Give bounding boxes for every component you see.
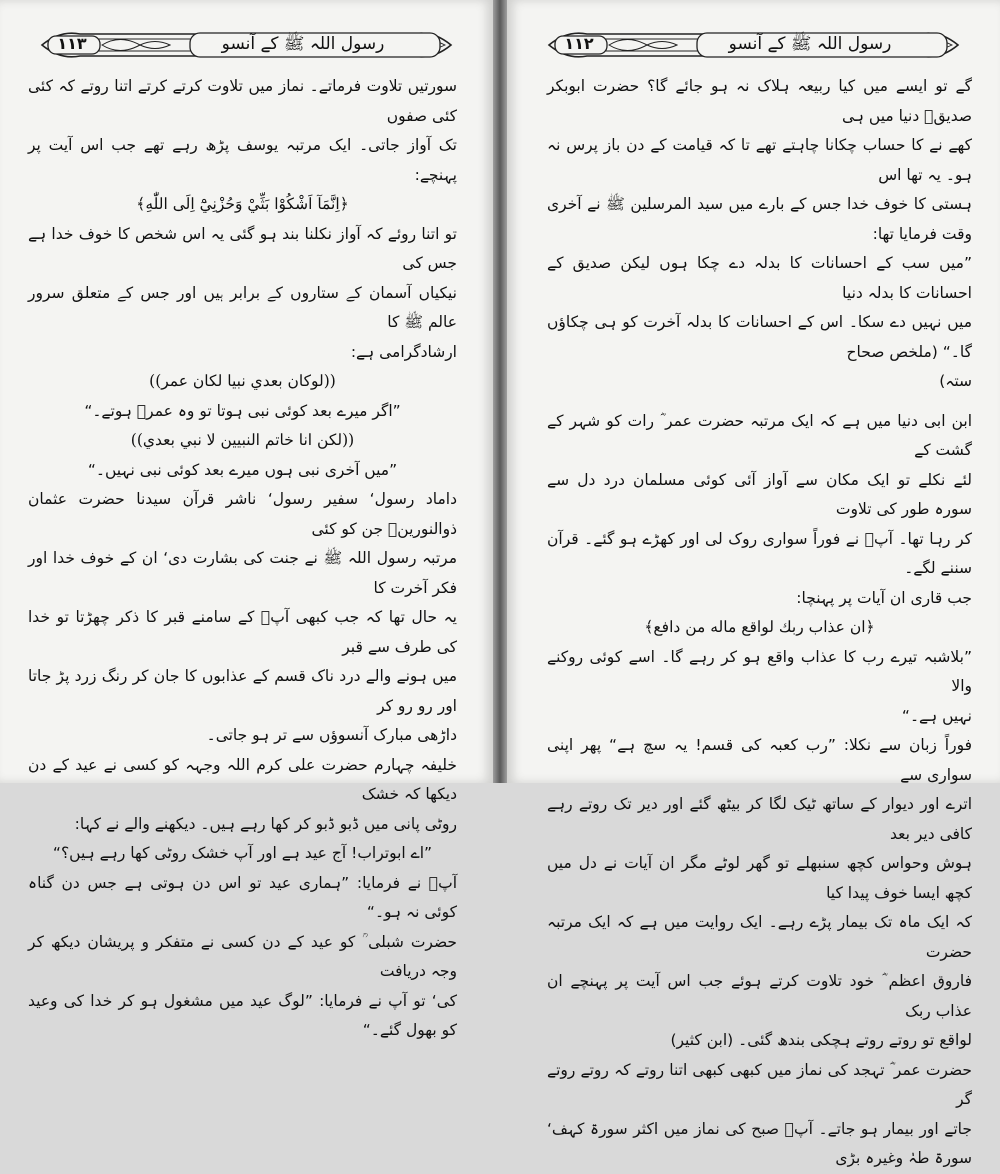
left-page: [0, 0, 493, 1039]
text-line: ارشادگرامی ہے:: [350, 342, 457, 361]
text-line: فوراً زبان سے نکلا: ”رب کعبہ کی قسم! یہ سچ ہے“ پھر اپنی سواری سے: [547, 736, 972, 784]
text-line: نیکیاں آسمان کے ستاروں کے برابر ہیں اور جس کے متعلق سرور عالم ﷺ کا: [28, 283, 457, 331]
text-line: حضرت عمر ؓ تہجد کی نماز میں کبھی کبھی اتنا روتے کہ روتے روتے گر: [547, 1060, 972, 1108]
hadith-translation: ”میں آخری نبی ہوں میرے بعد کوئی نبی نہیں۔“: [87, 460, 398, 479]
text-line: میں ہونے والے درد ناک قسم کے عذابوں کا جان کر رنگ زرد پڑ جاتا اور رو رو کر: [28, 667, 457, 715]
text-line: یہ حال تھا کہ جب کبھی آپؓ کے سامنے قبر کا ذکر چھڑتا تو خدا کی طرف سے قبر: [28, 608, 457, 656]
text-line: داڑھی مبارک آنسوؤں سے تر ہو جاتی۔: [206, 726, 457, 744]
text-line: خلیفہ چہارم حضرت علی کرم اللہ وجہہ کو کسی نے عید کے دن دیکھا کہ خشک: [28, 755, 457, 803]
text-line: سورتیں تلاوت فرماتے۔ نماز میں تلاوت کرتے کرتے اتنا روتے کہ کئی کئی صفوں: [28, 77, 457, 125]
book-gutter: [493, 0, 507, 783]
text-line: ہستی کا خوف خدا جس کے بارے میں سید المرسلین ﷺ نے آخری وقت فرمایا تھا:: [547, 195, 972, 243]
text-line: جاتے اور بیمار ہو جاتے۔ آپؓ صبح کی نماز میں اکثر سورۃ کہف‘ سورۃ طہٰ وغیرہ بڑی: [547, 1119, 972, 1167]
text-line: روٹی پانی میں ڈبو ڈبو کر کھا رہے ہیں۔ دیکھنے والے نے کہا:: [74, 814, 457, 833]
quran-verse: ﴿اِنَّمَآ اَشْكُوْا بَثِّيْ وَحُزْنِيْٓ اِلَى اللّٰهِ﴾: [136, 195, 349, 213]
text-line: ”میں سب کے احسانات کا بدلہ دے چکا ہوں لیکن صدیق کے احسانات کا بدلہ دنیا: [547, 254, 972, 302]
text-line: حضرت شبلی ؒ کو عید کے دن کسی نے متفکر و پریشان دیکھ کر وجہ دریافت: [28, 932, 457, 980]
text-line: لواقع تو روتے روتے ہچکی بندھ گئی۔ (ابن کثیر): [670, 1031, 972, 1049]
right-page: [507, 0, 1000, 1167]
text-line: تو اتنا روئے کہ آواز نکلنا بند ہو گئی یہ اس شخص کا خوف خدا ہے جس کی: [28, 224, 457, 272]
right-page-header: [547, 28, 960, 62]
text-line: کر رہا تھا۔ آپؓ نے فوراً سواری روک لی اور کھڑے ہو گئے۔ قرآن سننے لگے۔: [547, 529, 972, 577]
text-line: میں نہیں دے سکا۔ اس کے احسانات کا بدلہ آخرت کو ہی چکاؤں گا۔“ (ملخص صحاح: [547, 313, 972, 361]
text-line: نہیں ہے۔“: [901, 706, 972, 725]
text-line: کھے نے کا حساب چکانا چاہتے تھے تا کہ قیامت کے دن باز پرس نہ ہو۔ یہ تھا اس: [547, 136, 972, 184]
right-page-number: ١١٢: [564, 34, 594, 53]
text-line: مرتبہ رسول اللہ ﷺ نے جنت کی بشارت دی‘ ان کے خوف خدا اور فکر آخرت کا: [28, 549, 457, 597]
text-line: لئے نکلے تو ایک مکان سے آواز آئی کوئی مسلمان درد دل سے سورہ طور کی تلاوت: [547, 470, 972, 518]
text-line: فاروق اعظم ؓ خود تلاوت کرتے ہوئے جب اس آیت پر پہنچے ان عذاب ربک: [547, 972, 972, 1020]
text-line: داماد رسول‘ سفیر رسول‘ ناشر قرآن سیدنا حضرت عثمان ذوالنورینؓ جن کو کئی: [28, 490, 457, 538]
text-line: تک آواز جاتی۔ ایک مرتبہ یوسف پڑھ رہے تھے جب اس آیت پر پہنچے:: [28, 136, 457, 184]
right-running-title: رسول اللہ ﷺ کے آنسو: [728, 34, 892, 54]
text-line: جب قاری ان آیات پر پہنچا:: [796, 588, 972, 607]
left-page-body: [28, 72, 457, 1039]
text-line: آپؓ نے فرمایا: ”ہماری عید تو اس دن ہوتی ہے جس دن گناہ کوئی نہ ہو۔“: [28, 873, 457, 921]
text-line: ابن ابی دنیا میں ہے کہ ایک مرتبہ حضرت عمر ؓ رات کو شہر کے گشت کے: [547, 411, 972, 459]
text-line: کہ ایک ماہ تک بیمار پڑے رہے۔ ایک روایت میں ہے کہ ایک مرتبہ حضرت: [547, 913, 972, 961]
text-line: اترے اور دیوار کے ساتھ ٹیک لگا کر بیٹھ گئے اور دیر تک روتے رہے کافی دیر بعد: [547, 795, 972, 843]
text-line: کی‘ تو آپ نے فرمایا: ”لوگ عید میں مشغول ہو کر خدا کی وعید کو بھول گئے۔“: [28, 991, 457, 1039]
quote-line: ”اے ابوتراب! آج عید ہے اور آپ خشک روٹی کھا رہے ہیں؟“: [52, 844, 433, 862]
right-page-body: [547, 72, 972, 1167]
text-line: گے تو ایسے میں کیا ربیعہ ہلاک نہ ہو جائے گا؟ حضرت ابوبکر صدیقؓ دنیا میں ہی: [547, 77, 972, 125]
text-line: ہوش وحواس کچھ سنبھلے تو گھر لوٹے مگر ان آیات نے دل میں کچھ ایسا خوف پیدا کیا: [547, 854, 972, 902]
hadith-translation: ”اگر میرے بعد کوئی نبی ہوتا تو وہ عمرؓ ہوتے۔“: [84, 401, 401, 420]
left-page-number: ١١٣: [57, 34, 87, 53]
text-line: ستہ): [939, 372, 972, 390]
left-page-header: [40, 28, 453, 62]
quran-verse: ﴿ان عذاب ربك لواقع ماله من دافع﴾: [644, 618, 875, 636]
text-line: ”بلاشبہ تیرے رب کا عذاب واقع ہو کر رہے گا۔ اسے کوئی روکنے والا: [547, 647, 972, 695]
hadith-arabic: ((لوكان بعدي نبيا لكان عمر)): [149, 372, 336, 390]
left-running-title: رسول اللہ ﷺ کے آنسو: [221, 34, 385, 54]
hadith-arabic: ((لكن انا خاتم النبيين لا نبي بعدي)): [130, 431, 355, 449]
